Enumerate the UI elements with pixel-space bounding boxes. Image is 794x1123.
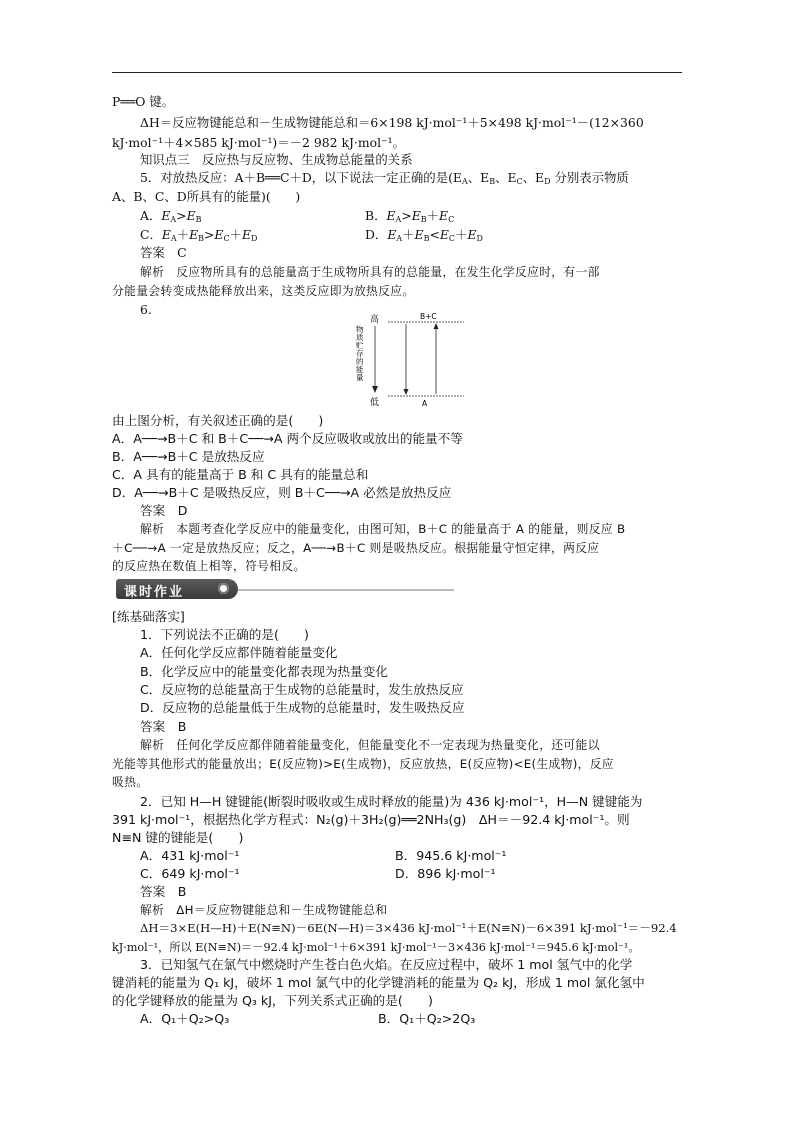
option-c: C．反应物的总能量高于生成物的总能量时，发生放热反应 bbox=[140, 682, 464, 697]
explanation: ＋C──→A 一定是放热反应；反之，A──→B＋C 则是吸热反应。根据能量守恒定律，两反应 bbox=[112, 541, 600, 555]
answer: 答案 B bbox=[140, 719, 187, 734]
option-c: C．$E_A+E_B>E_C+E_D$ bbox=[140, 227, 258, 243]
question-stem: 的化学键释放的能量为 Q₃ kJ，下列关系式正确的是( ) bbox=[112, 993, 433, 1008]
section-heading: 知识点三 反应热与反应物、生成物总能量的关系 bbox=[140, 152, 413, 167]
option-d: D．896 kJ·mol⁻¹ bbox=[395, 866, 496, 881]
diagram-top-label: B+C bbox=[420, 312, 437, 321]
diagram-axis-label bbox=[356, 324, 364, 382]
answer: 答案 B bbox=[140, 884, 187, 899]
answer: 答案 C bbox=[140, 245, 187, 260]
option-a: A．$E_A>E_B$ bbox=[140, 208, 202, 224]
explanation: 的反应热在数值上相等，符号相反。 bbox=[112, 559, 306, 573]
question-stem: 键消耗的能量为 Q₁ kJ，破坏 1 mol 氯气中的化学键消耗的能量为 Q₂ kJ，形成 1 mol 氯化氢中 bbox=[112, 975, 645, 990]
diagram-bottom-label: A bbox=[422, 399, 428, 408]
text-line: kJ·mol⁻¹＋4×585 kJ·mol⁻¹)＝－2 982 kJ·mol⁻¹。 bbox=[112, 135, 405, 150]
explanation: ΔH＝3×E(H—H)＋E(N≡N)－6E(N—H)＝3×436 kJ·mol⁻¹＋E(N≡N)－6×391 kJ·mol⁻¹＝－92.4 bbox=[140, 921, 677, 935]
svg-text:能: 能 bbox=[356, 365, 364, 374]
svg-text:量: 量 bbox=[356, 373, 364, 382]
option-b: B．化学反应中的能量变化都表现为热量变化 bbox=[140, 664, 388, 679]
svg-text:贮: 贮 bbox=[356, 341, 364, 350]
option-a: A．431 kJ·mol⁻¹ bbox=[140, 848, 240, 863]
option-d: D．反应物的总能量低于生成物的总能量时，发生吸热反应 bbox=[140, 700, 465, 715]
explanation: 解析 本题考查化学反应中的能量变化，由图可知，B＋C 的能量高于 A 的能量，则反应 B bbox=[140, 522, 626, 536]
question-stem: N≡N 键的键能是( ) bbox=[112, 830, 244, 845]
diagram-low-label: 低 bbox=[370, 398, 380, 408]
banner-dot-icon bbox=[218, 583, 229, 594]
question-stem: 2．已知 H—H 键键能(断裂时吸收或生成时释放的能量)为 436 kJ·mol⁻¹，H—N 键键能为 bbox=[140, 794, 643, 809]
question-number: 6. bbox=[140, 302, 152, 317]
question-stem: 1．下列说法不正确的是( ) bbox=[140, 627, 309, 642]
svg-text:质: 质 bbox=[356, 333, 364, 342]
option-d: D．$E_A+E_B<E_C+E_D$ bbox=[365, 227, 483, 243]
option-a: A．Q₁＋Q₂>Q₃ bbox=[140, 1011, 230, 1026]
svg-text:的: 的 bbox=[356, 357, 364, 366]
option-d: D．A──→B＋C 是吸热反应，则 B＋C──→A 必然是放热反应 bbox=[112, 485, 452, 500]
explanation: 解析 反应物所具有的总能量高于生成物所具有的总能量，在发生化学反应时，有一部 bbox=[140, 265, 600, 279]
explanation: 吸热。 bbox=[112, 775, 149, 789]
section-label: [练基础落实] bbox=[112, 609, 185, 624]
energy-diagram bbox=[340, 310, 470, 410]
option-a: A．任何化学反应都伴随着能量变化 bbox=[140, 645, 338, 660]
option-b: B．A──→B＋C 是放热反应 bbox=[112, 449, 265, 464]
svg-text:物: 物 bbox=[356, 325, 364, 334]
answer: 答案 D bbox=[140, 503, 188, 518]
option-b: B．945.6 kJ·mol⁻¹ bbox=[395, 848, 507, 863]
explanation: 光能等其他形式的能量放出；E(反应物)>E(生成物)，反应放热，E(反应物)<E(生成物)，反应 bbox=[112, 757, 614, 771]
explanation: kJ·mol⁻¹，所以 E(N≡N)＝－92.4 kJ·mol⁻¹＋6×391 kJ·mol⁻¹－3×436 kJ·mol⁻¹＝945.6 kJ·mol⁻¹。 bbox=[112, 941, 640, 954]
text-line: P══O 键。 bbox=[112, 94, 175, 109]
option-b: B．Q₁＋Q₂>2Q₃ bbox=[378, 1011, 476, 1026]
explanation: 解析 任何化学反应都伴随着能量变化，但能量变化不一定表现为热量变化，还可能以 bbox=[140, 738, 600, 752]
section-banner bbox=[116, 579, 456, 599]
question-stem: 由上图分析，有关叙述正确的是( ) bbox=[112, 413, 324, 428]
banner-title: 课时作业 bbox=[124, 585, 185, 600]
option-b: B．$E_A>E_B+E_C$ bbox=[365, 208, 455, 224]
text-line: ΔH＝反应物键能总和－生成物键能总和＝6×198 kJ·mol⁻¹＋5×498 kJ·mol⁻¹－(12×360 bbox=[140, 115, 644, 130]
energy-diagram-svg bbox=[340, 310, 470, 410]
header-rule bbox=[112, 72, 682, 73]
banner-divider bbox=[238, 589, 454, 591]
diagram-high-label: 高 bbox=[370, 315, 380, 325]
option-c: C．649 kJ·mol⁻¹ bbox=[140, 866, 240, 881]
question-stem: 3．已知氢气在氯气中燃烧时产生苍白色火焰。在反应过程中，破坏 1 mol 氢气中的化学 bbox=[140, 957, 633, 972]
question-stem: A、B、C、D所具有的能量)( ) bbox=[112, 189, 301, 204]
svg-text:存: 存 bbox=[356, 349, 364, 358]
explanation: 解析 ΔH＝反应物键能总和－生成物键能总和 bbox=[140, 903, 388, 917]
option-c: C．A 具有的能量高于 B 和 C 具有的能量总和 bbox=[112, 467, 369, 482]
question-stem: 391 kJ·mol⁻¹，根据热化学方程式：N₂(g)＋3H₂(g)══2NH₃(g) ΔH＝－92.4 kJ·mol⁻¹。则 bbox=[112, 812, 630, 827]
question-stem: 5．对放热反应：A＋B══C＋D，以下说法一定正确的是($E_A$、$E_B$、$E_C$、$E_D$ 分别表示物质 bbox=[140, 170, 629, 186]
explanation: 分能量会转变成热能释放出来，这类反应即为放热反应。 bbox=[112, 284, 415, 298]
option-a: A．A──→B＋C 和 B＋C──→A 两个反应吸收或放出的能量不等 bbox=[112, 431, 463, 446]
